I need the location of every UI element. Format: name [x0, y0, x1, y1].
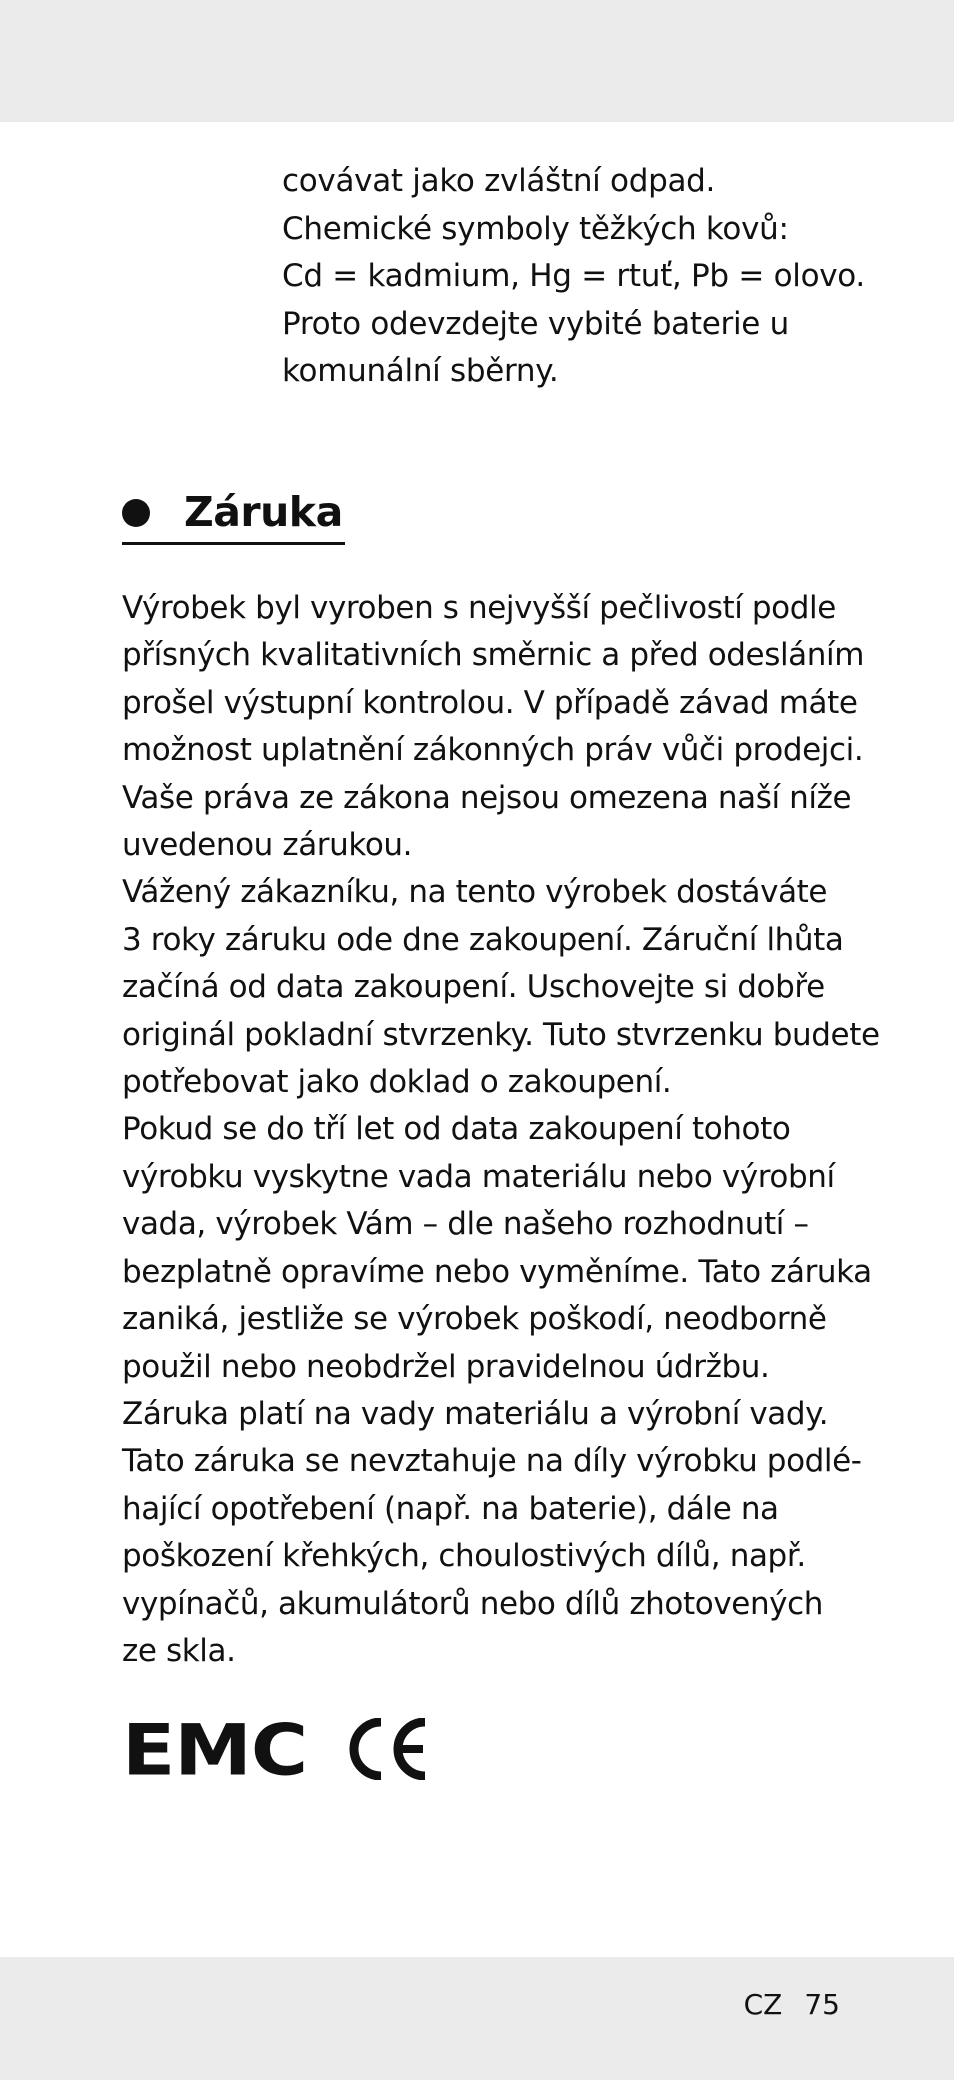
text-line: Záruka platí na vady materiálu a výrobní vady. [122, 1395, 829, 1432]
section-heading [122, 482, 345, 545]
text-line: výrobku vyskytne vada materiálu nebo výrobní [122, 1158, 835, 1195]
intro-line: Proto odevzdejte vybité baterie u [282, 305, 789, 342]
text-line: zaniká, jestliže se výrobek poškodí, neodborně [122, 1301, 827, 1338]
intro-line: komunální sběrny. [282, 353, 559, 389]
text-line: vada, výrobek Vám – dle našeho rozhodnutí – [122, 1206, 809, 1243]
intro-paragraph [282, 158, 882, 396]
certification-marks [122, 1710, 429, 1792]
text-line: použil nebo neobdržel pravidelnou údržbu. [122, 1348, 770, 1385]
text-line: ze skla. [122, 1632, 236, 1669]
text-line: začíná od data zakoupení. Uschovejte si dobře [122, 969, 825, 1006]
text-line: poškození křehkých, choulostivých dílů, např. [122, 1538, 806, 1575]
text-line: uvedenou zárukou. [122, 827, 413, 864]
text-line: prošel výstupní kontrolou. V případě závad máte [122, 684, 858, 721]
text-line: Vaše práva ze zákona nejsou omezena naší níže [122, 779, 852, 816]
language-code: CZ [743, 1988, 783, 2021]
section-title: Záruka [184, 488, 343, 536]
text-line: Pokud se do tří let od data zakoupení tohoto [122, 1111, 791, 1148]
text-line: přísných kvalitativních směrnic a před odesláním [122, 637, 865, 674]
top-margin-band [0, 0, 954, 122]
text-line: Vážený zákazníku, na tento výrobek dostáváte [122, 874, 828, 911]
emc-logo: EMC [122, 1710, 308, 1792]
text-line: potřebovat jako doklad o zakoupení. [122, 1064, 672, 1101]
page-footer [744, 1985, 840, 2025]
text-line: Tato záruka se nevztahuje na díly výrobku podlé- [122, 1443, 862, 1480]
page-number: 75 [804, 1988, 840, 2021]
intro-line: Cd = kadmium, Hg = rtuť, Pb = olovo. [282, 258, 865, 294]
warranty-text [122, 585, 880, 1675]
text-line: možnost uplatnění zákonných práv vůči prodejci. [122, 732, 864, 769]
text-line: vypínačů, akumulátorů nebo dílů zhotovených [122, 1585, 824, 1622]
ce-mark-icon [345, 1718, 429, 1784]
bullet-icon [122, 499, 150, 527]
text-line: hající opotřebení (např. na baterie), dále na [122, 1490, 779, 1527]
text-line: originál pokladní stvrzenky. Tuto stvrzenku budete [122, 1016, 880, 1053]
text-line: Výrobek byl vyroben s nejvyšší pečlivostí podle [122, 590, 836, 626]
text-line: bezplatně opravíme nebo vyměníme. Tato záruka [122, 1253, 872, 1290]
intro-line: covávat jako zvláštní odpad. [282, 163, 716, 199]
intro-line: Chemické symboly těžkých kovů: [282, 210, 789, 247]
text-line: 3 roky záruku ode dne zakoupení. Záruční lhůta [122, 921, 844, 958]
